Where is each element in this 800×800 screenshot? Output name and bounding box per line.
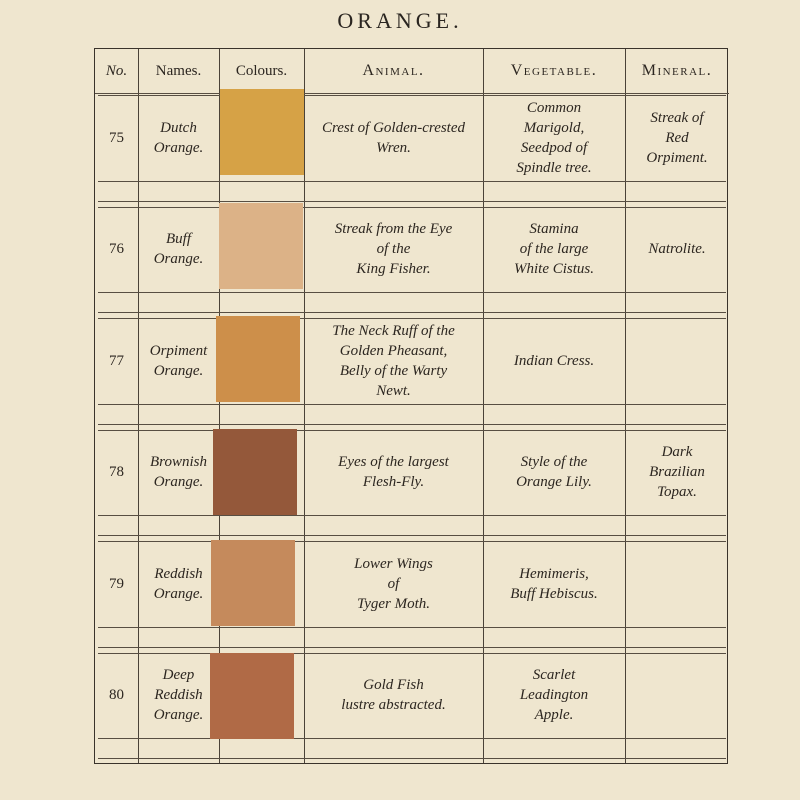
colour-swatch: [220, 89, 304, 175]
animal-cell: Streak from the Eye of the King Fisher.: [334, 221, 453, 278]
row-rule: [98, 430, 726, 431]
header-rule: [95, 93, 729, 94]
row-rule: [98, 758, 726, 759]
page-title: ORANGE.: [337, 8, 463, 33]
row-rule: [98, 535, 726, 536]
vegetable-cell: Common Marigold, Seedpod of Spindle tree.: [516, 99, 592, 176]
mineral-cell: [625, 543, 729, 625]
header-names: Names.: [155, 62, 202, 79]
row-rule: [98, 404, 726, 405]
header-colours: Colours.: [235, 62, 288, 79]
mineral-cell: Dark Brazilian Topax.: [649, 444, 705, 501]
vegetable-cell: Stamina of the large White Cistus.: [513, 221, 594, 278]
colour-name: Brownish Orange.: [150, 454, 207, 491]
row-number: 77: [109, 352, 124, 369]
row-rule: [98, 95, 726, 96]
colour-name: Dutch Orange.: [153, 119, 204, 156]
row-rule: [98, 653, 726, 654]
row-rule: [98, 292, 726, 293]
colour-name: Deep Reddish Orange.: [153, 667, 204, 724]
mineral-cell: [625, 320, 729, 402]
row-rule: [98, 201, 726, 202]
header-mineral: Mineral.: [641, 62, 713, 79]
row-number: 80: [109, 687, 124, 704]
animal-cell: Gold Fish lustre abstracted.: [341, 677, 446, 714]
header-animal: Animal.: [362, 62, 425, 79]
animal-cell: Lower Wings of Tyger Moth.: [354, 555, 433, 612]
row-rule: [98, 738, 726, 739]
vegetable-cell: Hemimeris, Buff Hebiscus.: [510, 565, 598, 602]
colour-name: Orpiment Orange.: [149, 342, 208, 379]
row-rule: [98, 312, 726, 313]
animal-cell: Eyes of the largest Flesh-Fly.: [338, 454, 449, 491]
row-number: 79: [109, 575, 124, 592]
header-no: No.: [105, 62, 128, 79]
row-rule: [98, 541, 726, 542]
mineral-cell: Streak of Red Orpiment.: [646, 109, 708, 166]
animal-cell: Crest of Golden-crested Wren.: [321, 119, 466, 156]
row-rule: [98, 647, 726, 648]
row-rule: [98, 181, 726, 182]
vegetable-cell: Indian Cress.: [513, 352, 595, 369]
colour-swatch: [219, 203, 303, 289]
animal-cell: The Neck Ruff of the Golden Pheasant, Belly of the Warty Newt.: [332, 322, 455, 399]
row-rule: [98, 207, 726, 208]
row-rule: [98, 424, 726, 425]
colour-swatch: [211, 540, 295, 626]
row-number: 76: [109, 241, 124, 258]
colour-table: [94, 48, 728, 764]
vegetable-cell: Scarlet Leadington Apple.: [519, 667, 589, 724]
colour-swatch: [213, 429, 297, 515]
colour-name: Buff Orange.: [153, 231, 204, 268]
header-vegetable: Vegetable.: [510, 62, 598, 79]
colour-swatch: [216, 316, 300, 402]
row-rule: [98, 515, 726, 516]
colour-name: Reddish Orange.: [153, 565, 204, 602]
vegetable-cell: Style of the Orange Lily.: [516, 454, 592, 491]
mineral-cell: [625, 655, 729, 737]
row-number: 75: [109, 129, 124, 146]
mineral-cell: Natrolite.: [648, 241, 706, 258]
colour-swatch: [210, 653, 294, 739]
row-number: 78: [109, 464, 124, 481]
row-rule: [98, 318, 726, 319]
row-rule: [98, 627, 726, 628]
